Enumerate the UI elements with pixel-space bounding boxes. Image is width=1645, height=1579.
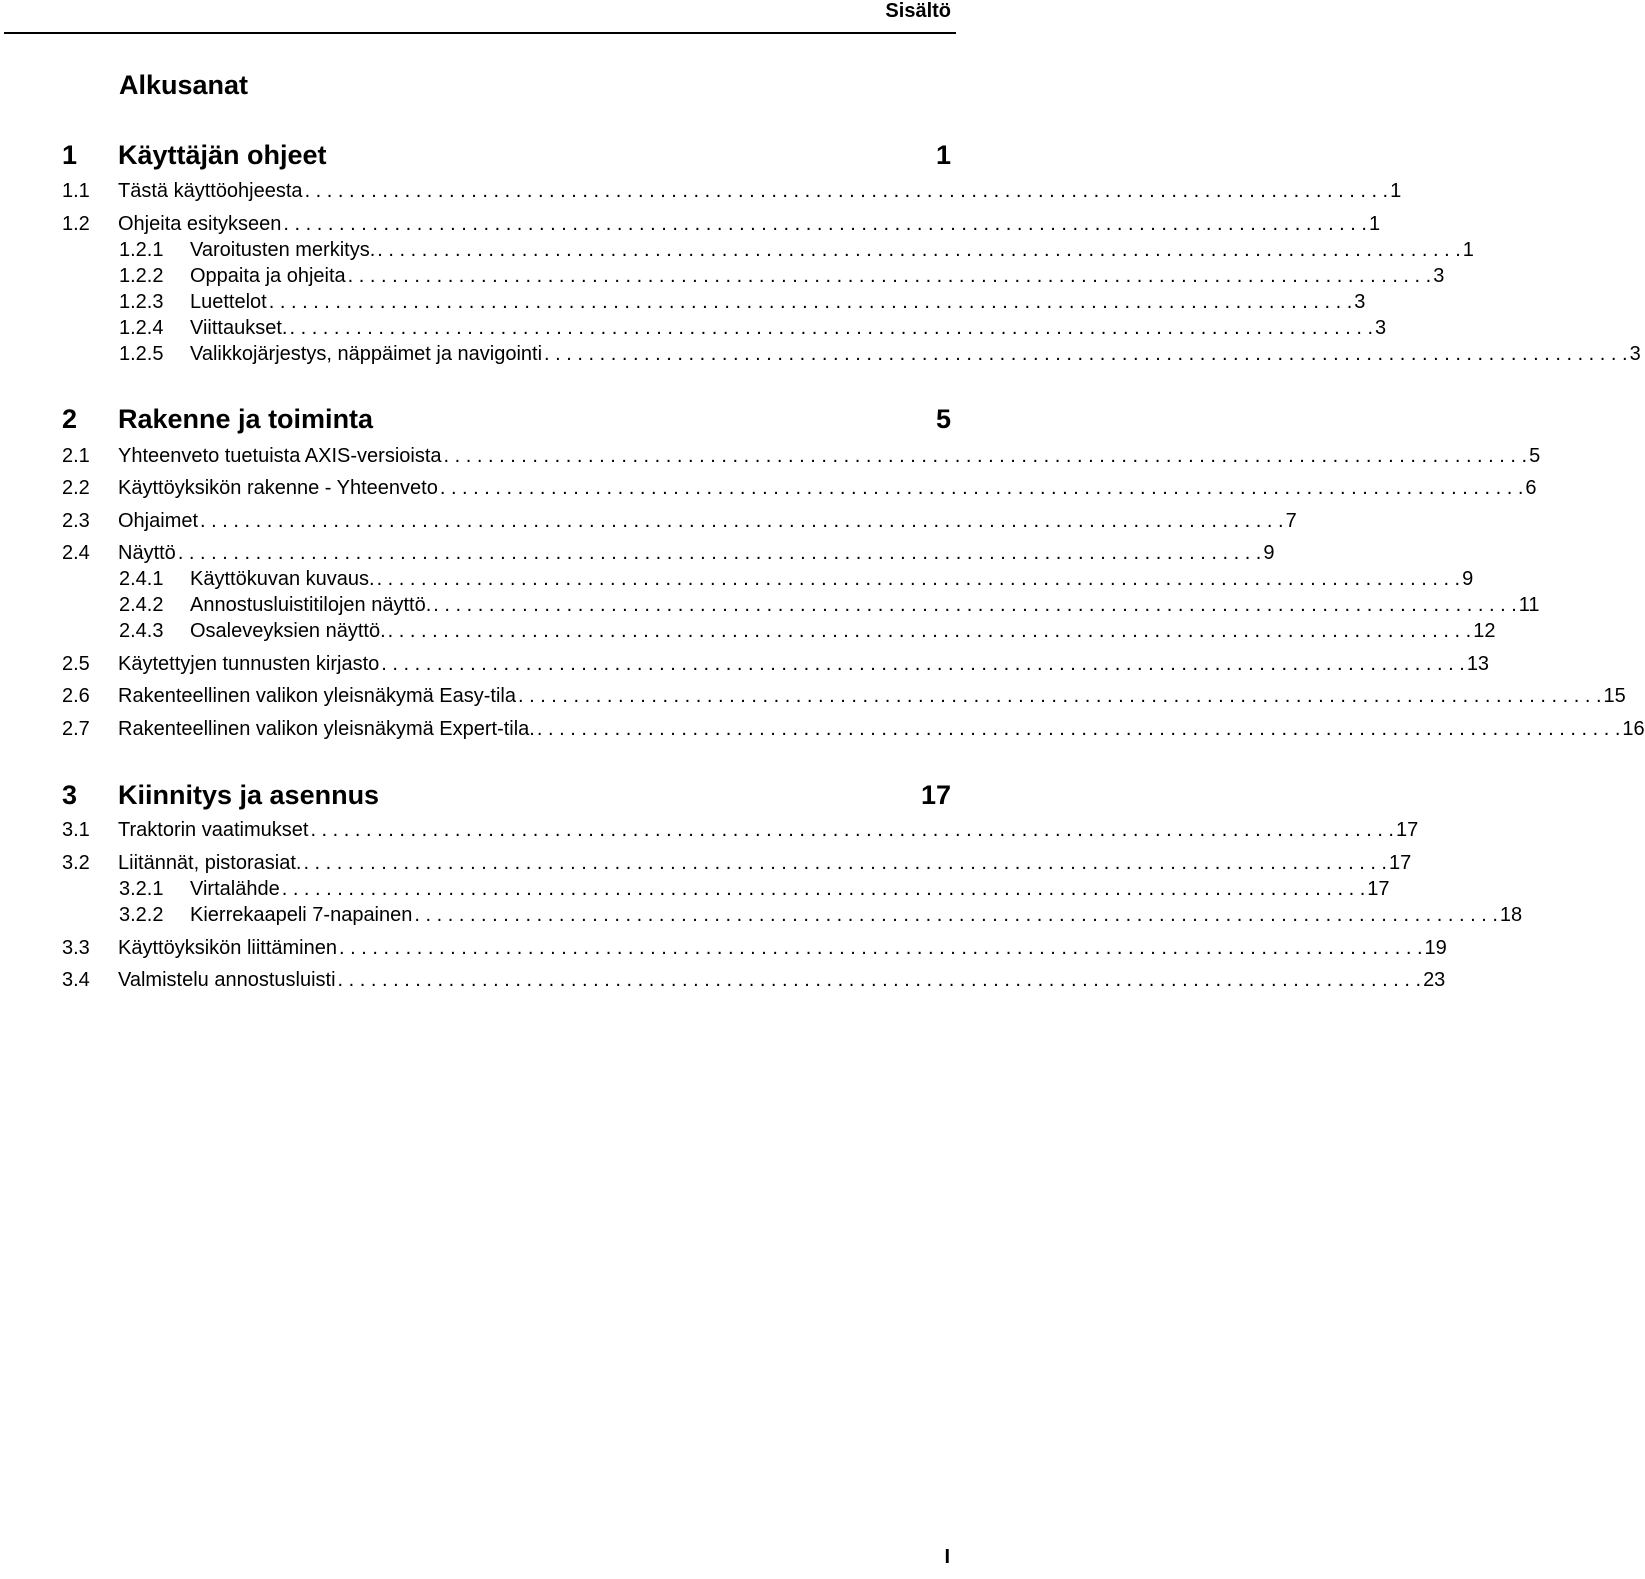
toc-entry[interactable]	[62, 445, 1541, 471]
toc-entry[interactable]	[119, 594, 1540, 620]
chapter-page: 1	[935, 140, 951, 170]
toc-entry[interactable]	[62, 852, 1412, 878]
toc-entry[interactable]	[62, 213, 1381, 239]
dot-leader: . . . . . . . . . . . . . . . . . . . . . . . . . . . . . . . . . . . . . . . . . . . . . . . . . . . . . . . . . . . . . . . . . . . . . . . . . . . . . . . . . . . . . . . . . . . . . . . . . .	[381, 653, 1465, 675]
toc-entry[interactable]	[62, 937, 1447, 963]
entry-title: Käyttöyksikön liittäminen	[118, 937, 337, 959]
dot-leader: . . . . . . . . . . . . . . . . . . . . . . . . . . . . . . . . . . . . . . . . . . . . . . . . . . . . . . . . . . . . . . . . . . . . . . . . . . . . . . . . . . . . . . . . . . . . . . . . . .	[337, 969, 1422, 991]
toc-entry[interactable]	[62, 180, 1402, 206]
entry-page: 3	[1433, 265, 1445, 287]
entry-number: 3.1	[62, 819, 90, 841]
dot-leader: . . . . . . . . . . . . . . . . . . . . . . . . . . . . . . . . . . . . . . . . . . . . . . . . . . . . . . . . . . . . . . . . . . . . . . . . . . . . . . . . . . . . . . . . . . . . . . . . . .	[433, 594, 1517, 616]
entry-title: Rakenteellinen valikon yleisnäkymä Expert-tila.	[118, 718, 535, 740]
header-rule	[4, 32, 956, 34]
entry-number: 2.1	[62, 445, 90, 467]
entry-number: 3.3	[62, 937, 90, 959]
entry-number: 1.1	[62, 180, 90, 202]
entry-title: Näyttö	[118, 542, 176, 564]
toc-chapter-3[interactable]	[62, 780, 951, 814]
entry-page: 15	[1603, 685, 1626, 707]
entry-page: 18	[1499, 904, 1523, 926]
entry-number: 2.4	[62, 542, 90, 564]
prefix-title: Alkusanat	[119, 70, 249, 100]
dot-leader: . . . . . . . . . . . . . . . . . . . . . . . . . . . . . . . . . . . . . . . . . . . . . . . . . . . . . . . . . . . . . . . . . . . . . . . . . . . . . . . . . . . . . . . . . . . . . . . . . .	[268, 291, 1353, 313]
entry-number: 2.2	[62, 477, 90, 499]
entry-title: Kierrekaapeli 7-napainen	[190, 904, 413, 926]
dot-leader: . . . . . . . . . . . . . . . . . . . . . . . . . . . . . . . . . . . . . . . . . . . . . . . . . . . . . . . . . . . . . . . . . . . . . . . . . . . . . . . . . . . . . . . . . . . . . . . . . .	[347, 265, 1432, 287]
toc-chapter-1[interactable]	[62, 140, 951, 174]
entry-page: 19	[1424, 937, 1447, 959]
entry-title: Valikkojärjestys, näppäimet ja navigointi	[190, 343, 543, 365]
chapter-page: 17	[920, 780, 951, 810]
running-header: Sisältö	[885, 0, 951, 22]
toc-entry[interactable]	[62, 819, 1419, 845]
entry-number: 2.5	[62, 653, 90, 675]
chapter-page: 5	[935, 404, 951, 434]
entry-page: 6	[1525, 477, 1537, 499]
toc-entry[interactable]	[119, 568, 1474, 594]
toc-entry[interactable]	[62, 542, 1275, 568]
dot-leader: . . . . . . . . . . . . . . . . . . . . . . . . . . . . . . . . . . . . . . . . . . . . . . . . . . . . . . . . . . . . . . . . . . . . . . . . . . . . . . . . . . . . . . . . . . . . . . . . . .	[377, 239, 1461, 261]
entry-title: Käytettyjen tunnusten kirjasto	[118, 653, 380, 675]
entry-title: Luettelot	[190, 291, 267, 313]
entry-page: 17	[1388, 852, 1412, 874]
entry-page: 11	[1518, 594, 1540, 616]
entry-title: Traktorin vaatimukset	[118, 819, 309, 841]
entry-number: 3.2.2	[119, 904, 164, 926]
dot-leader: . . . . . . . . . . . . . . . . . . . . . . . . . . . . . . . . . . . . . . . . . . . . . . . . . . . . . . . . . . . . . . . . . . . . . . . . . . . . . . . . . . . . . . . . . . . . . . . . . .	[289, 317, 1374, 339]
entry-number: 2.4.3	[119, 620, 164, 642]
dot-leader: . . . . . . . . . . . . . . . . . . . . . . . . . . . . . . . . . . . . . . . . . . . . . . . . . . . . . . . . . . . . . . . . . . . . . . . . . . . . . . . . . . . . . . . . . . . . . . . . . .	[414, 904, 1498, 926]
dot-leader: . . . . . . . . . . . . . . . . . . . . . . . . . . . . . . . . . . . . . . . . . . . . . . . . . . . . . . . . . . . . . . . . . . . . . . . . . . . . . . . . . . . . . . . . . . . . . . . . . .	[177, 542, 1262, 564]
chapter-number: 1	[62, 140, 78, 170]
entry-page: 12	[1473, 620, 1496, 642]
toc-entry[interactable]	[119, 904, 1523, 930]
entry-title: Rakenteellinen valikon yleisnäkymä Easy-tila	[118, 685, 516, 707]
chapter-number: 3	[62, 780, 78, 810]
entry-page: 13	[1466, 653, 1490, 675]
toc-entry[interactable]	[119, 265, 1445, 291]
toc-entry[interactable]	[62, 969, 1446, 995]
dot-leader: . . . . . . . . . . . . . . . . . . . . . . . . . . . . . . . . . . . . . . . . . . . . . . . . . . . . . . . . . . . . . . . . . . . . . . . . . . . . . . . . . . . . . . . . . . . . . . . . . .	[443, 445, 1528, 467]
entry-number: 2.4.1	[119, 568, 164, 590]
toc-entry[interactable]	[119, 620, 1496, 646]
page-footer-number: I	[944, 1546, 950, 1568]
entry-title: Käyttökuvan kuvaus.	[190, 568, 375, 590]
entry-page: 16	[1622, 718, 1645, 740]
dot-leader: . . . . . . . . . . . . . . . . . . . . . . . . . . . . . . . . . . . . . . . . . . . . . . . . . . . . . . . . . . . . . . . . . . . . . . . . . . . . . . . . . . . . . . . . . . . . . . . . . .	[200, 510, 1284, 532]
toc-entry[interactable]	[119, 239, 1474, 265]
entry-title: Annostusluistitilojen näyttö.	[190, 594, 432, 616]
entry-number: 3.2	[62, 852, 90, 874]
chapter-title: Kiinnitys ja asennus	[118, 780, 380, 810]
dot-leader: . . . . . . . . . . . . . . . . . . . . . . . . . . . . . . . . . . . . . . . . . . . . . . . . . . . . . . . . . . . . . . . . . . . . . . . . . . . . . . . . . . . . . . . . . . . . . . . . . .	[517, 685, 1602, 707]
dot-leader: . . . . . . . . . . . . . . . . . . . . . . . . . . . . . . . . . . . . . . . . . . . . . . . . . . . . . . . . . . . . . . . . . . . . . . . . . . . . . . . . . . . . . . . . . . . . . . . . . .	[376, 568, 1461, 590]
entry-title: Osaleveyksien näyttö.	[190, 620, 386, 642]
entry-page: 1	[1368, 213, 1381, 235]
dot-leader: . . . . . . . . . . . . . . . . . . . . . . . . . . . . . . . . . . . . . . . . . . . . . . . . . . . . . . . . . . . . . . . . . . . . . . . . . . . . . . . . . . . . . . . . . . . . . . . . . .	[536, 718, 1621, 740]
entry-page: 3	[1375, 317, 1387, 339]
entry-number: 3.4	[62, 969, 90, 991]
entry-number: 1.2.3	[119, 291, 164, 313]
entry-title: Varoitusten merkitys.	[190, 239, 376, 261]
entry-number: 2.4.2	[119, 594, 164, 616]
dot-leader: . . . . . . . . . . . . . . . . . . . . . . . . . . . . . . . . . . . . . . . . . . . . . . . . . . . . . . . . . . . . . . . . . . . . . . . . . . . . . . . . . . . . . . . . . . . . . . . . . .	[338, 937, 1423, 959]
entry-title: Valmistelu annostusluisti	[118, 969, 336, 991]
toc-entry[interactable]	[119, 317, 1387, 343]
entry-title: Liitännät, pistorasiat.	[118, 852, 302, 874]
dot-leader: . . . . . . . . . . . . . . . . . . . . . . . . . . . . . . . . . . . . . . . . . . . . . . . . . . . . . . . . . . . . . . . . . . . . . . . . . . . . . . . . . . . . . . . . . . . . . . . . . .	[304, 180, 1389, 202]
dot-leader: . . . . . . . . . . . . . . . . . . . . . . . . . . . . . . . . . . . . . . . . . . . . . . . . . . . . . . . . . . . . . . . . . . . . . . . . . . . . . . . . . . . . . . . . . . . . . . . . . .	[310, 819, 1394, 841]
entry-title: Käyttöyksikön rakenne - Yhteenveto	[118, 477, 438, 499]
entry-page: 1	[1390, 180, 1402, 202]
entry-page: 23	[1423, 969, 1446, 991]
chapter-title: Käyttäjän ohjeet	[118, 140, 327, 170]
toc-entry[interactable]	[119, 878, 1390, 904]
entry-title: Ohjeita esitykseen	[118, 213, 282, 235]
entry-page: 9	[1263, 542, 1275, 564]
entry-title: Ohjaimet	[118, 510, 199, 532]
toc-entry[interactable]	[62, 653, 1490, 679]
entry-page: 3	[1629, 343, 1641, 365]
entry-number: 3.2.1	[119, 878, 164, 900]
entry-number: 2.6	[62, 685, 90, 707]
dot-leader: . . . . . . . . . . . . . . . . . . . . . . . . . . . . . . . . . . . . . . . . . . . . . . . . . . . . . . . . . . . . . . . . . . . . . . . . . . . . . . . . . . . . . . . . . . . . . . . . . .	[544, 343, 1628, 365]
entry-page: 17	[1395, 819, 1419, 841]
entry-title: Yhteenveto tuetuista AXIS-versioista	[118, 445, 442, 467]
toc-entry[interactable]	[62, 510, 1297, 536]
entry-title: Viittaukset.	[190, 317, 288, 339]
entry-number: 1.2.2	[119, 265, 164, 287]
toc-entry[interactable]	[62, 477, 1537, 503]
entry-page: 5	[1529, 445, 1541, 467]
dot-leader: . . . . . . . . . . . . . . . . . . . . . . . . . . . . . . . . . . . . . . . . . . . . . . . . . . . . . . . . . . . . . . . . . . . . . . . . . . . . . . . . . . . . . . . . . . . . . . . . . .	[387, 620, 1472, 642]
entry-title: Oppaita ja ohjeita	[190, 265, 346, 287]
dot-leader: . . . . . . . . . . . . . . . . . . . . . . . . . . . . . . . . . . . . . . . . . . . . . . . . . . . . . . . . . . . . . . . . . . . . . . . . . . . . . . . . . . . . . . . . . . . . . . . . . .	[281, 878, 1366, 900]
chapter-title: Rakenne ja toiminta	[118, 404, 374, 434]
dot-leader: . . . . . . . . . . . . . . . . . . . . . . . . . . . . . . . . . . . . . . . . . . . . . . . . . . . . . . . . . . . . . . . . . . . . . . . . . . . . . . . . . . . . . . . . . . . . . . . . . .	[303, 852, 1387, 874]
toc-entry[interactable]	[62, 685, 1626, 711]
entry-number: 1.2.5	[119, 343, 164, 365]
toc-entry[interactable]	[62, 718, 1645, 744]
entry-title: Virtalähde	[190, 878, 280, 900]
entry-page: 17	[1367, 878, 1390, 900]
entry-page: 9	[1462, 568, 1474, 590]
entry-number: 1.2	[62, 213, 90, 235]
entry-number: 1.2.4	[119, 317, 164, 339]
entry-page: 1	[1462, 239, 1474, 261]
chapter-number: 2	[62, 404, 78, 434]
toc-entry[interactable]	[119, 343, 1641, 369]
toc-entry[interactable]	[119, 291, 1366, 317]
entry-number: 2.3	[62, 510, 90, 532]
entry-title: Tästä käyttöohjeesta	[118, 180, 303, 202]
entry-page: 7	[1285, 510, 1297, 532]
entry-number: 1.2.1	[119, 239, 164, 261]
entry-number: 2.7	[62, 718, 90, 740]
toc-chapter-2[interactable]	[62, 404, 951, 438]
dot-leader: . . . . . . . . . . . . . . . . . . . . . . . . . . . . . . . . . . . . . . . . . . . . . . . . . . . . . . . . . . . . . . . . . . . . . . . . . . . . . . . . . . . . . . . . . . . . . . . . . .	[439, 477, 1524, 499]
dot-leader: . . . . . . . . . . . . . . . . . . . . . . . . . . . . . . . . . . . . . . . . . . . . . . . . . . . . . . . . . . . . . . . . . . . . . . . . . . . . . . . . . . . . . . . . . . . . . . . . . .	[283, 213, 1367, 235]
entry-page: 3	[1354, 291, 1366, 313]
